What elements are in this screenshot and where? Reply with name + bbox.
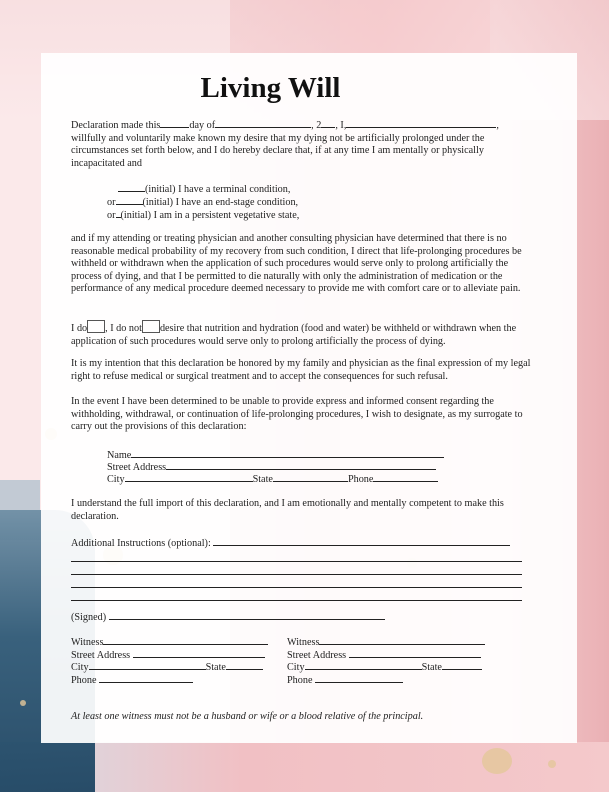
additional-lines xyxy=(71,549,522,601)
witness1-phone-label: Phone xyxy=(71,675,97,686)
witness1-city-row xyxy=(71,659,263,673)
declaration-text: willfully and voluntarily make known my desire that my dying not be artificially prolonged under the circumstances set forth below, and I do hereby declare that, if at any time I am mentally or physically incapacitated and xyxy=(71,132,485,169)
witness2-city-field[interactable] xyxy=(305,659,422,670)
surrogate-state-field[interactable] xyxy=(273,471,348,482)
surrogate-state-label: State xyxy=(252,474,273,485)
or-label: or xyxy=(107,197,116,208)
surrogate-phone-field[interactable] xyxy=(373,471,438,482)
surrogate-paragraph xyxy=(71,396,533,434)
day-field[interactable] xyxy=(160,117,189,128)
i-do-not-label: , I do not xyxy=(105,323,142,334)
witness2-name-field[interactable] xyxy=(319,634,485,645)
additional-instructions-label: Additional Instructions (optional): xyxy=(71,538,211,549)
witness2-street-label: Street Address xyxy=(287,650,347,661)
i-do-label: I do xyxy=(71,323,88,334)
witness1-state-field[interactable] xyxy=(226,659,263,670)
surrogate-city-field[interactable] xyxy=(125,471,253,482)
additional-line[interactable] xyxy=(71,549,522,562)
witness2-city-label: City xyxy=(287,662,305,673)
condition-terminal xyxy=(118,181,290,195)
witness2-street-field[interactable] xyxy=(349,647,481,658)
surrogate-street-field[interactable] xyxy=(166,459,436,470)
condition-label: (initial) I am in a persistent vegetative state, xyxy=(120,210,300,221)
understand-text: I understand the full import of this declaration, and I am emotionally and mentally competent to make this declaration. xyxy=(71,498,504,522)
witness2-phone-row xyxy=(287,672,403,686)
signed-label: (Signed) xyxy=(71,612,107,623)
condition-end-stage xyxy=(107,194,298,208)
footnote: At least one witness must not be a husband or wife or a blood relative of the principal. xyxy=(71,711,424,722)
witness2-label: Witness xyxy=(287,637,320,648)
signature-field[interactable] xyxy=(109,609,385,620)
i-label: , I, xyxy=(335,120,347,131)
witness1-street-field[interactable] xyxy=(133,647,265,658)
witness1-name-row xyxy=(71,634,268,648)
surrogate-name-field[interactable] xyxy=(131,447,444,458)
gold-fleck xyxy=(20,700,26,706)
witness2-phone-field[interactable] xyxy=(315,672,403,683)
gold-fleck xyxy=(482,748,512,774)
condition-label: (initial) I have an end-stage condition, xyxy=(142,197,299,208)
physician-paragraph xyxy=(71,233,533,296)
declaration-paragraph: Declaration made this day of , 2 , I, , willfully and voluntarily make known my desire that my dying not be artificially prolonged under the circumstances set forth below, and I do hereby declare that, if at any time I am mentally or physically incapacitated and xyxy=(71,117,533,170)
surrogate-street-label: Street Address xyxy=(107,462,167,473)
witness2-name-row xyxy=(287,634,485,648)
physician-text: and if my attending or treating physician and another consulting physician have determined that there is no reasonable medical probability of my recovery from such condition, I direct that life-prolonging procedures be withheld or withdrawn when the application of such procedures would serve only to prolong artificially the process of dying, and that I be permitted to die naturally with only the administration of medication or the performance of any medical procedure deemed necessary to provide me with comfort care or to alleviate pain. xyxy=(71,233,522,294)
signature-row xyxy=(71,609,385,623)
understand-paragraph xyxy=(71,498,533,523)
year-field[interactable] xyxy=(321,117,335,128)
month-field[interactable] xyxy=(215,117,311,128)
witness1-city-field[interactable] xyxy=(89,659,206,670)
witness1-phone-row xyxy=(71,672,193,686)
surrogate-phone-label: Phone xyxy=(347,474,374,485)
nutrition-paragraph xyxy=(71,320,533,348)
document-title: Living Will xyxy=(200,72,341,104)
witness2-city-row xyxy=(287,659,482,673)
additional-line[interactable] xyxy=(71,575,522,588)
nutrition-text: desire that nutrition and hydration (food and water) be withheld or withdrawn when the application of such procedures would serve only to prolong artificially the process of dying. xyxy=(71,323,517,347)
condition-vegetative xyxy=(107,207,299,221)
initial-field-terminal[interactable] xyxy=(118,181,145,192)
additional-line[interactable] xyxy=(71,562,522,575)
year-prefix: , 2 xyxy=(311,120,322,131)
additional-instructions-row xyxy=(71,535,510,549)
i-do-checkbox[interactable] xyxy=(87,320,105,333)
intention-text: It is my intention that this declaration be honored by my family and physician as the final expression of my legal right to refuse medical or surgical treatment and to accept the consequences for such refusal. xyxy=(71,358,531,382)
surrogate-text: In the event I have been determined to be unable to provide express and informed consent regarding the withholding, withdrawal, or continuation of life-prolonging procedures, I wish to designate, as my surrogate to carry out the provisions of this declaration: xyxy=(71,396,523,432)
declaration-made-label: Declaration made this xyxy=(71,120,161,131)
witness1-name-field[interactable] xyxy=(103,634,268,645)
witness2-phone-label: Phone xyxy=(287,675,313,686)
declarant-name-field[interactable] xyxy=(346,117,496,128)
surrogate-city-row xyxy=(107,471,438,485)
intention-paragraph xyxy=(71,358,533,383)
witness1-phone-field[interactable] xyxy=(99,672,193,683)
surrogate-name-label: Name xyxy=(107,450,132,461)
witness2-state-label: State xyxy=(421,662,442,673)
condition-label: (initial) I have a terminal condition, xyxy=(145,184,291,195)
witness1-label: Witness xyxy=(71,637,104,648)
or-label: or xyxy=(107,210,116,221)
witness2-state-field[interactable] xyxy=(442,659,482,670)
gold-fleck xyxy=(548,760,556,768)
i-do-not-checkbox[interactable] xyxy=(142,320,160,333)
witness1-street-label: Street Address xyxy=(71,650,131,661)
initial-field-end-stage[interactable] xyxy=(116,194,143,205)
additional-line[interactable] xyxy=(71,588,522,601)
day-of-label: day of xyxy=(189,120,216,131)
surrogate-city-label: City xyxy=(107,474,125,485)
witness1-city-label: City xyxy=(71,662,89,673)
witness1-state-label: State xyxy=(205,662,226,673)
additional-instructions-field[interactable] xyxy=(213,535,510,546)
